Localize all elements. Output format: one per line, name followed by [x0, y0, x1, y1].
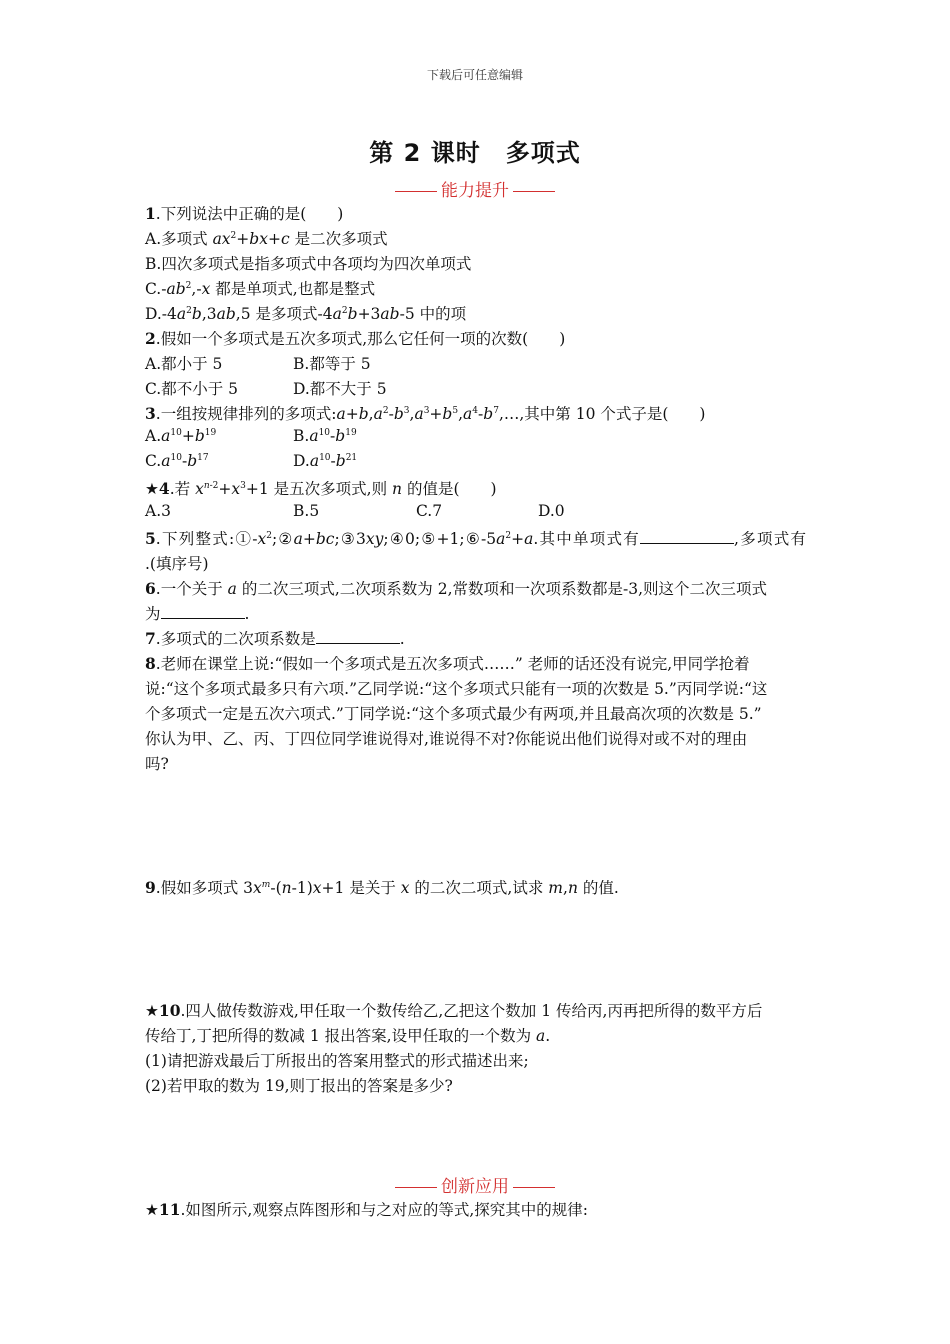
q3-option-a: $A.a^{10}+b^{19}$: [145, 427, 217, 445]
q1-stem: 1.下列说法中正确的是( ): [145, 204, 344, 223]
q10-line-1: ★10.四人做传数游戏,甲任取一个数传给乙,乙把这个数加 1 传给丙,丙再把所得的数平方后: [145, 1001, 763, 1020]
q1-option-a: A.多项式 $ax^2+bx+c$ 是二次多项式: [145, 230, 388, 248]
q4-option-b: B.5: [293, 502, 320, 520]
section-ability: 能力提升: [0, 176, 950, 201]
q4-stem: ★4.若 $x^{n-2}+x^3+1$ 是五次多项式,则 n 的值是( ): [145, 479, 497, 498]
q6-stem: 6.一个关于 a 的二次三项式,二次项系数为 2,常数项和一次项系数都是-3,则这个二次三项式: [145, 579, 768, 598]
q5-stem: 5.下列整式$:①-x^2;②a+bc;③3xy;④0;⑤+1;⑥-5a^2+a$.其中单项式有 ,多项式有: [145, 529, 806, 548]
q8-line-1: 8.老师在课堂上说:“假如一个多项式是五次多项式……” 老师的话还没有说完,甲同学抢着: [145, 654, 750, 673]
q11-stem: ★11.如图所示,观察点阵图形和与之对应的等式,探究其中的规律:: [145, 1200, 588, 1219]
q9-stem: 9.假如多项式 $3x^m-(n-1)x+1$ 是关于 x 的二次二项式,试求 m,n 的值.: [145, 878, 619, 897]
q7-stem: 7.多项式的二次项系数是 .: [145, 629, 405, 648]
q3-option-d: $D.a^{10}-b^{21}$: [293, 452, 358, 470]
q4-option-a: A.3: [145, 502, 171, 520]
q2-option-c: C.都不小于 5: [145, 380, 239, 398]
q1-option-c: $C.-ab^2,-x$ 都是单项式,也都是整式: [145, 280, 376, 298]
q4-option-d: D.0: [538, 502, 565, 520]
q8-line-3: 个多项式一定是五次六项式.”丁同学说:“这个多项式最少有两项,并且最高次项的次数是 5.”: [145, 705, 762, 723]
q6-line2: 为 .: [145, 605, 250, 623]
q3-stem: 3.一组按规律排列的多项式$:a+b,a^2-b^3,a^3+b^5,a^4-b^7,\dots$,其中第 10 个式子是( ): [145, 404, 706, 423]
q10-sub-1: (1)请把游戏最后丁所报出的答案用整式的形式描述出来;: [145, 1052, 529, 1070]
q2-stem: 2.假如一个多项式是五次多项式,那么它任何一项的次数( ): [145, 329, 566, 348]
page-title: 第 2 课时 多项式: [369, 139, 581, 167]
q10-sub-2: (2)若甲取的数为 19,则丁报出的答案是多少?: [145, 1077, 453, 1095]
q10-line-2: 传给丁,丁把所得的数减 1 报出答案,设甲任取的一个数为 a.: [145, 1027, 551, 1045]
header-note: 下载后可任意编辑: [426, 68, 523, 82]
q4-option-c: C.7: [416, 502, 443, 520]
q3-option-c: $C.a^{10}-b^{17}$: [145, 452, 209, 470]
q8-line-2: 说:“这个多项式最多只有六项.”乙同学说:“这个多项式只能有一项的次数是 5.”丙同学说:“这: [145, 680, 768, 698]
q1-option-d: $D.-4a^2b,3ab,5$ 是多项式$-4a^2b+3ab-5$ 中的项: [145, 305, 467, 323]
q2-option-a: A.都小于 5: [145, 355, 223, 373]
q2-option-b: B.都等于 5: [293, 355, 371, 373]
q2-option-d: D.都不大于 5: [293, 380, 387, 398]
section-innovation: 创新应用: [0, 1172, 950, 1197]
q3-option-b: $B.a^{10}-b^{19}$: [293, 427, 357, 445]
q1-option-b: B.四次多项式是指多项式中各项均为四次单项式: [145, 255, 472, 273]
q8-line-5: 吗?: [145, 755, 169, 773]
q5-line2: .(填序号): [145, 555, 209, 573]
q8-line-4: 你认为甲、乙、丙、丁四位同学谁说得对,谁说得不对?你能说出他们说得对或不对的理由: [145, 730, 748, 748]
